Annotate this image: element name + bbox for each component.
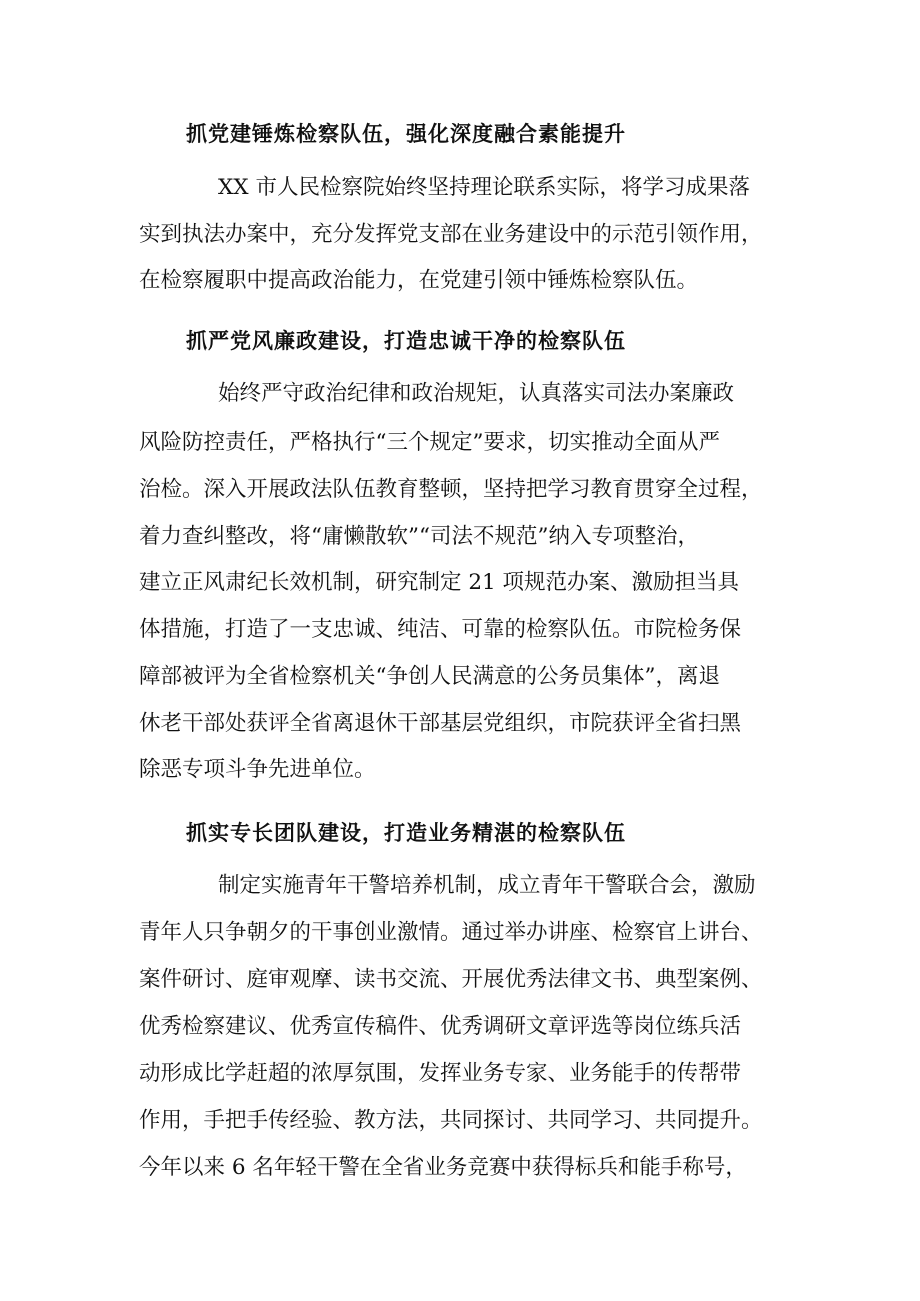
paragraph-line: 优秀检察建议、优秀宣传稿件、优秀调研文章评选等岗位练兵活 <box>139 1014 742 1039</box>
paragraph-line: 作用，手把手传经验、教方法，共同探讨、共同学习、共同提升。 <box>139 1108 763 1133</box>
paragraph-line: 建立正风肃纪长效机制，研究制定 21 项规范办案、激励担当具 <box>139 570 740 595</box>
paragraph-line: 治检。深入开展政法队伍教育整顿，坚持把学习教育贯穿全过程， <box>139 477 763 502</box>
paragraph-line: XX 市人民检察院始终坚持理论联系实际，将学习成果落 <box>218 175 750 200</box>
paragraph-line: 青年人只争朝夕的干事创业激情。通过举办讲座、检察官上讲台、 <box>139 920 763 945</box>
paragraph-line: 动形成比学赶超的浓厚氛围，发挥业务专家、业务能手的传帮带 <box>139 1061 742 1086</box>
paragraph-line: 体措施，打造了一支忠诚、纯洁、可靠的检察队伍。市院检务保 <box>139 617 742 642</box>
section-heading: 抓实专长团队建设，打造业务精湛的检察队伍 <box>186 820 626 845</box>
section-heading: 抓党建锤炼检察队伍，强化深度融合素能提升 <box>186 121 626 146</box>
paragraph-line: 休老干部处获评全省离退休干部基层党组织，市院获评全省扫黑 <box>139 711 742 736</box>
paragraph-line: 在检察履职中提高政治能力，在党建引领中锤炼检察队伍。 <box>139 268 699 293</box>
paragraph-line: 着力查纠整改，将“庸懒散软”“司法不规范”纳入专项整治， <box>139 524 699 549</box>
paragraph-line: 始终严守政治纪律和政治规矩，认真落实司法办案廉政 <box>218 381 735 406</box>
paragraph-line: 障部被评为全省检察机关“争创人民满意的公务员集体”，离退 <box>139 664 720 689</box>
paragraph-line: 风险防控责任，严格执行“三个规定”要求，切实推动全面从严 <box>139 430 720 455</box>
paragraph-line: 案件研讨、庭审观摩、读书交流、开展优秀法律文书、典型案例、 <box>139 967 763 992</box>
paragraph-line: 实到执法办案中，充分发挥党支部在业务建设中的示范引领作用， <box>139 222 763 247</box>
paragraph-line: 今年以来 6 名年轻干警在全省业务竞赛中获得标兵和能手称号， <box>139 1155 747 1180</box>
section-heading: 抓严党风廉政建设，打造忠诚干净的检察队伍 <box>186 328 626 353</box>
paragraph-line: 除恶专项斗争先进单位。 <box>139 757 376 782</box>
paragraph-line: 制定实施青年干警培养机制，成立青年干警联合会，激励 <box>218 873 756 898</box>
